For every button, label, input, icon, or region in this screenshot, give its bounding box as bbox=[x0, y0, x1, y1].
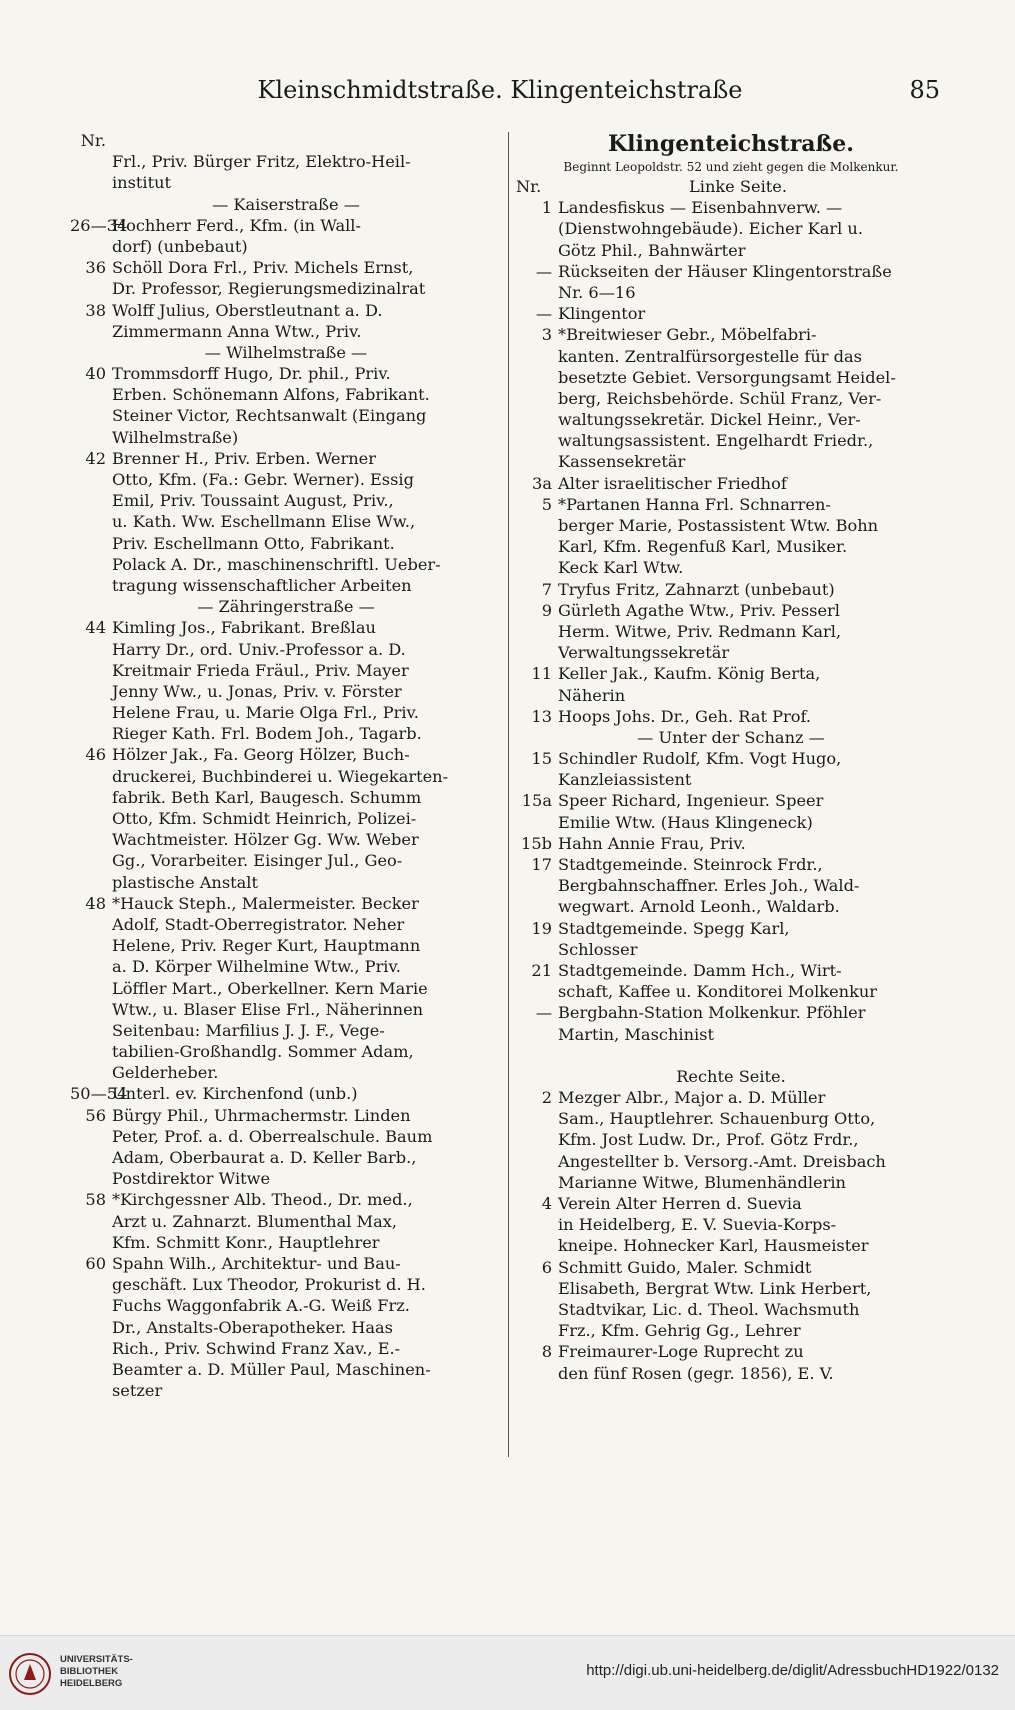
house-number: 8 bbox=[541, 1342, 552, 1362]
address-entry bbox=[70, 617, 502, 638]
entry-text: Hochherr Ferd., Kfm. (in Wall- bbox=[112, 215, 361, 235]
entry-continuation: Kanzleiassistent bbox=[558, 770, 692, 790]
entry-continuation: Erben. Schönemann Alfons, Fabrikant. bbox=[112, 385, 430, 405]
house-number: 50—54 bbox=[70, 1084, 128, 1104]
house-number: 38 bbox=[85, 300, 106, 320]
column-heading bbox=[516, 176, 946, 197]
entry-continuation: Stadtvikar, Lic. d. Theol. Wachsmuth bbox=[558, 1299, 860, 1319]
source-url-link[interactable]: http://digi.ub.uni-heidelberg.de/diglit/AdressbuchHD1922/0132 bbox=[586, 1662, 999, 1679]
address-entry bbox=[516, 1341, 946, 1362]
running-title: Kleinschmidtstraße. Klingenteichstraße bbox=[257, 76, 743, 104]
entry-text: Mezger Albr., Major a. D. Müller bbox=[558, 1088, 826, 1108]
house-number: 3a bbox=[532, 473, 552, 493]
entry-continuation: Frz., Kfm. Gehrig Gg., Lehrer bbox=[558, 1321, 801, 1341]
entry-continuation: dorf) (unbebaut) bbox=[112, 236, 248, 256]
entry-continuation: Götz Phil., Bahnwärter bbox=[558, 240, 746, 260]
entry-text: Rückseiten der Häuser Klingentorstraße bbox=[558, 261, 892, 281]
entry-continuation: Otto, Kfm. (Fa.: Gebr. Werner). Essig bbox=[112, 470, 414, 489]
entry-continuation: Keck Karl Wtw. bbox=[558, 558, 684, 578]
house-number: 21 bbox=[531, 960, 552, 980]
house-number: 9 bbox=[541, 600, 552, 620]
entry-continuation: Gg., Vorarbeiter. Eisinger Jul., Geo- bbox=[112, 851, 403, 871]
entry-continuation: Emil, Priv. Toussaint August, Priv., bbox=[112, 491, 394, 511]
entry-continuation: Fuchs Waggonfabrik A.-G. Weiß Frz. bbox=[112, 1296, 410, 1316]
address-entry bbox=[70, 363, 502, 384]
entry-continuation: Helene, Priv. Reger Kurt, Hauptmann bbox=[112, 936, 421, 956]
address-entry bbox=[70, 257, 502, 278]
address-entry bbox=[516, 600, 946, 621]
house-number: 4 bbox=[541, 1194, 552, 1213]
entry-continuation: Adam, Oberbaurat a. D. Keller Barb., bbox=[112, 1148, 417, 1167]
entry-continuation: Kreitmair Frieda Fräul., Priv. Mayer bbox=[112, 660, 409, 680]
address-entry bbox=[516, 303, 946, 324]
entry-continuation: Peter, Prof. a. d. Oberrealschule. Baum bbox=[112, 1126, 433, 1146]
address-entry bbox=[516, 1087, 946, 1108]
entry-continuation: Karl, Kfm. Regenfuß Karl, Musiker. bbox=[558, 537, 848, 557]
entry-text: *Partanen Hanna Frl. Schnarren- bbox=[558, 494, 831, 514]
house-number: 56 bbox=[85, 1105, 106, 1125]
entry-continuation: kanten. Zentralfürsorgestelle für das bbox=[558, 346, 862, 366]
address-entry bbox=[70, 1083, 502, 1104]
entry-continuation: Beamter a. D. Müller Paul, Maschinen- bbox=[112, 1359, 431, 1379]
house-number: 2 bbox=[541, 1088, 552, 1108]
entry-continuation: Adolf, Stadt-Oberregistrator. Neher bbox=[112, 914, 405, 934]
section-heading: — Unter der Schanz — bbox=[637, 727, 825, 747]
footer-bar bbox=[0, 1635, 1015, 1710]
house-number: 15 bbox=[531, 749, 552, 769]
address-entry bbox=[70, 744, 502, 765]
page-header bbox=[60, 70, 940, 110]
house-number: — bbox=[535, 261, 552, 281]
entry-text: Unterl. ev. Kirchenfond (unb.) bbox=[112, 1084, 358, 1104]
house-number-label: Nr. bbox=[516, 177, 542, 196]
address-entry bbox=[516, 960, 946, 981]
house-number: — bbox=[535, 1003, 552, 1023]
entry-continuation: Frl., Priv. Bürger Fritz, Elektro-Heil- bbox=[112, 152, 411, 172]
entry-text: Hahn Annie Frau, Priv. bbox=[558, 833, 746, 853]
entry-continuation: Otto, Kfm. Schmidt Heinrich, Polizei- bbox=[112, 809, 417, 828]
entry-text: Schindler Rudolf, Kfm. Vogt Hugo, bbox=[558, 749, 842, 769]
section-heading: Rechte Seite. bbox=[676, 1066, 786, 1086]
address-entry bbox=[516, 1002, 946, 1023]
entry-text: Schöll Dora Frl., Priv. Michels Ernst, bbox=[112, 258, 414, 278]
entry-continuation: Näherin bbox=[558, 685, 626, 705]
entry-continuation: Steiner Victor, Rechtsanwalt (Eingang bbox=[112, 406, 427, 426]
address-entry bbox=[516, 324, 946, 345]
address-entry bbox=[70, 893, 502, 914]
entry-text: Tryfus Fritz, Zahnarzt (unbebaut) bbox=[558, 579, 835, 599]
entry-continuation: Rich., Priv. Schwind Franz Xav., E.- bbox=[112, 1338, 401, 1358]
entry-text: Stadtgemeinde. Damm Hch., Wirt- bbox=[558, 960, 842, 980]
entry-continuation: tragung wissenschaftlicher Arbeiten bbox=[112, 575, 412, 595]
side-heading: Linke Seite. bbox=[689, 177, 787, 196]
entry-continuation: berg, Reichsbehörde. Schül Franz, Ver- bbox=[558, 388, 882, 408]
house-number: 5 bbox=[541, 494, 552, 514]
entry-text: Hölzer Jak., Fa. Georg Hölzer, Buch- bbox=[112, 745, 410, 765]
entry-continuation: Dr., Anstalts-Oberapotheker. Haas bbox=[112, 1317, 393, 1337]
entry-text: Bergbahn-Station Molkenkur. Pföhler bbox=[558, 1003, 866, 1023]
entry-continuation: berger Marie, Postassistent Wtw. Bohn bbox=[558, 516, 879, 535]
address-entry bbox=[516, 197, 946, 218]
entry-continuation: Bergbahnschaffner. Erles Joh., Wald- bbox=[558, 876, 860, 896]
entry-continuation: kneipe. Hohnecker Karl, Hausmeister bbox=[558, 1236, 869, 1256]
house-number: 15b bbox=[521, 833, 552, 853]
address-entry bbox=[516, 1193, 946, 1214]
entry-text: Schmitt Guido, Maler. Schmidt bbox=[558, 1257, 812, 1277]
entry-continuation: Harry Dr., ord. Univ.-Professor a. D. bbox=[112, 639, 406, 659]
entry-continuation: den fünf Rosen (gegr. 1856), E. V. bbox=[558, 1363, 834, 1383]
entry-continuation: institut bbox=[112, 173, 172, 193]
entry-continuation: geschäft. Lux Theodor, Prokurist d. H. bbox=[112, 1275, 426, 1295]
entry-continuation: Verwaltungssekretär bbox=[558, 643, 730, 663]
house-number: 48 bbox=[85, 893, 106, 913]
address-entry bbox=[516, 473, 946, 494]
entry-continuation: schaft, Kaffee u. Konditorei Molkenkur bbox=[558, 982, 878, 1002]
blank-line bbox=[516, 1045, 946, 1066]
entry-text: Bürgy Phil., Uhrmachermstr. Linden bbox=[112, 1105, 411, 1125]
entry-continuation: Wtw., u. Blaser Elise Frl., Näherinnen bbox=[112, 999, 424, 1019]
entry-continuation: Martin, Maschinist bbox=[558, 1024, 714, 1044]
entry-continuation: Helene Frau, u. Marie Olga Frl., Priv. bbox=[112, 703, 419, 723]
entry-continuation: Wachtmeister. Hölzer Gg. Ww. Weber bbox=[112, 830, 419, 850]
entry-continuation: tabilien-Großhandlg. Sommer Adam, bbox=[112, 1042, 414, 1062]
entry-continuation: Postdirektor Witwe bbox=[112, 1169, 271, 1189]
entry-continuation: Kfm. Jost Ludw. Dr., Prof. Götz Frdr., bbox=[558, 1130, 859, 1150]
address-entry bbox=[70, 1189, 502, 1210]
section-heading: — Wilhelmstraße — bbox=[204, 342, 368, 362]
entry-continuation: druckerei, Buchbinderei u. Wiegekarten- bbox=[112, 766, 449, 786]
entry-continuation: Emilie Wtw. (Haus Klingeneck) bbox=[558, 812, 813, 832]
address-entry bbox=[516, 854, 946, 875]
entry-continuation: Schlosser bbox=[558, 939, 638, 959]
entry-continuation: fabrik. Beth Karl, Baugesch. Schumm bbox=[112, 787, 422, 807]
address-entry bbox=[516, 790, 946, 811]
entry-continuation: Nr. 6—16 bbox=[558, 282, 636, 302]
entry-text: *Hauck Steph., Malermeister. Becker bbox=[112, 893, 419, 913]
entry-continuation: Arzt u. Zahnarzt. Blumenthal Max, bbox=[112, 1211, 398, 1231]
page-number: 85 bbox=[909, 76, 940, 104]
entry-text: *Kirchgessner Alb. Theod., Dr. med., bbox=[112, 1190, 413, 1210]
entry-continuation: Gelderheber. bbox=[112, 1063, 219, 1083]
house-number: 7 bbox=[541, 579, 552, 599]
house-number: 3 bbox=[541, 325, 552, 345]
entry-text: Verein Alter Herren d. Suevia bbox=[558, 1194, 802, 1213]
section-heading: — Zähringerstraße — bbox=[197, 597, 375, 617]
address-entry bbox=[516, 706, 946, 727]
entry-continuation: Kfm. Schmitt Konr., Hauptlehrer bbox=[112, 1232, 380, 1252]
entry-continuation: Rieger Kath. Frl. Bodem Joh., Tagarb. bbox=[112, 724, 422, 744]
entry-continuation: Marianne Witwe, Blumenhändlerin bbox=[558, 1172, 846, 1192]
house-number: 58 bbox=[85, 1190, 106, 1210]
street-description: Beginnt Leopoldstr. 52 und zieht gegen die Molkenkur. bbox=[563, 160, 899, 174]
entry-text: Stadtgemeinde. Spegg Karl, bbox=[558, 918, 790, 938]
entry-continuation: Sam., Hauptlehrer. Schauenburg Otto, bbox=[558, 1109, 876, 1129]
entry-text: Landesfiskus — Eisenbahnverw. — bbox=[558, 198, 843, 218]
house-number: 6 bbox=[541, 1257, 552, 1277]
entry-continuation: Löffler Mart., Oberkellner. Kern Marie bbox=[112, 978, 428, 998]
entry-continuation: u. Kath. Ww. Eschellmann Elise Ww., bbox=[112, 512, 416, 532]
entry-continuation: Wilhelmstraße) bbox=[112, 427, 239, 447]
entry-continuation: Elisabeth, Bergrat Wtw. Link Herbert, bbox=[558, 1278, 872, 1298]
entry-continuation: Dr. Professor, Regierungsmedizinalrat bbox=[112, 279, 426, 299]
entry-text: Klingentor bbox=[558, 304, 646, 324]
address-entry bbox=[516, 494, 946, 515]
house-number: 60 bbox=[85, 1253, 106, 1273]
address-entry bbox=[516, 748, 946, 769]
section-heading: — Kaiserstraße — bbox=[212, 194, 360, 214]
house-number: — bbox=[535, 304, 552, 324]
address-entry bbox=[516, 1257, 946, 1278]
entry-continuation: Kassensekretär bbox=[558, 452, 686, 472]
entry-continuation: Polack A. Dr., maschinenschriftl. Ueber- bbox=[112, 554, 441, 574]
house-number: 1 bbox=[541, 198, 552, 218]
house-number: 17 bbox=[531, 855, 552, 874]
library-logo-text: UNIVERSITÄTS- BIBLIOTHEK HEIDELBERG bbox=[60, 1654, 133, 1689]
entry-text: Kimling Jos., Fabrikant. Breßlau bbox=[112, 618, 376, 638]
address-entry bbox=[70, 130, 502, 151]
entry-continuation: in Heidelberg, E. V. Suevia-Korps- bbox=[558, 1215, 837, 1235]
entry-continuation: besetzte Gebiet. Versorgungsamt Heidel- bbox=[558, 367, 896, 387]
entry-continuation: Herm. Witwe, Priv. Redmann Karl, bbox=[558, 621, 842, 641]
address-entry bbox=[516, 833, 946, 854]
entry-continuation: wegwart. Arnold Leonh., Waldarb. bbox=[558, 897, 840, 917]
university-seal-icon bbox=[8, 1652, 52, 1696]
entry-text: Keller Jak., Kaufm. König Berta, bbox=[558, 664, 821, 684]
entry-text: Wolff Julius, Oberstleutnant a. D. bbox=[112, 300, 383, 320]
entry-continuation: plastische Anstalt bbox=[112, 872, 258, 892]
address-entry bbox=[70, 215, 502, 236]
address-entry bbox=[70, 1105, 502, 1126]
entry-continuation: setzer bbox=[112, 1381, 163, 1401]
address-entry bbox=[516, 663, 946, 684]
right-column bbox=[516, 130, 946, 1384]
house-number: 15a bbox=[521, 791, 552, 811]
house-number: 26—34 bbox=[70, 215, 128, 235]
entry-text: Alter israelitischer Friedhof bbox=[558, 473, 787, 493]
entry-text: Speer Richard, Ingenieur. Speer bbox=[558, 791, 824, 811]
entry-continuation: Jenny Ww., u. Jonas, Priv. v. Förster bbox=[112, 681, 402, 701]
house-number: 19 bbox=[531, 918, 552, 938]
address-entry bbox=[516, 261, 946, 282]
street-title: Klingenteichstraße. bbox=[608, 131, 854, 157]
house-number: 40 bbox=[85, 364, 106, 384]
entry-continuation: waltungsassistent. Engelhardt Friedr., bbox=[558, 431, 874, 451]
entry-text: Trommsdorff Hugo, Dr. phil., Priv. bbox=[112, 364, 391, 384]
column-divider bbox=[508, 132, 509, 1457]
entry-continuation: waltungssekretär. Dickel Heinr., Ver- bbox=[558, 410, 861, 430]
house-number: 13 bbox=[531, 706, 552, 726]
address-entry bbox=[70, 448, 502, 469]
entry-continuation: Priv. Eschellmann Otto, Fabrikant. bbox=[112, 533, 395, 553]
address-entry bbox=[516, 918, 946, 939]
house-number: Nr. bbox=[80, 131, 106, 150]
entry-text: Hoops Johs. Dr., Geh. Rat Prof. bbox=[558, 706, 812, 726]
entry-continuation: Seitenbau: Marfilius J. J. F., Vege- bbox=[112, 1020, 385, 1040]
address-entry bbox=[516, 579, 946, 600]
entry-text: Freimaurer-Loge Ruprecht zu bbox=[558, 1342, 804, 1362]
entry-continuation: (Dienstwohngebäude). Eicher Karl u. bbox=[558, 219, 863, 239]
house-number: 44 bbox=[85, 618, 106, 638]
entry-text: Spahn Wilh., Architektur- und Bau- bbox=[112, 1253, 401, 1273]
house-number: 11 bbox=[531, 664, 552, 684]
house-number: 46 bbox=[85, 745, 106, 765]
address-entry bbox=[70, 1253, 502, 1274]
house-number: 42 bbox=[85, 448, 106, 468]
address-entry bbox=[70, 300, 502, 321]
left-column bbox=[70, 130, 502, 1401]
house-number: 36 bbox=[85, 258, 106, 278]
entry-continuation: a. D. Körper Wilhelmine Wtw., Priv. bbox=[112, 957, 401, 977]
entry-continuation: Angestellter b. Versorg.-Amt. Dreisbach bbox=[558, 1151, 886, 1171]
entry-text: *Breitwieser Gebr., Möbelfabri- bbox=[558, 325, 817, 345]
entry-continuation: Zimmermann Anna Wtw., Priv. bbox=[112, 321, 362, 341]
entry-text: Gürleth Agathe Wtw., Priv. Pesserl bbox=[558, 600, 840, 620]
entry-text: Brenner H., Priv. Erben. Werner bbox=[112, 448, 376, 468]
entry-text: Stadtgemeinde. Steinrock Frdr., bbox=[558, 855, 823, 874]
